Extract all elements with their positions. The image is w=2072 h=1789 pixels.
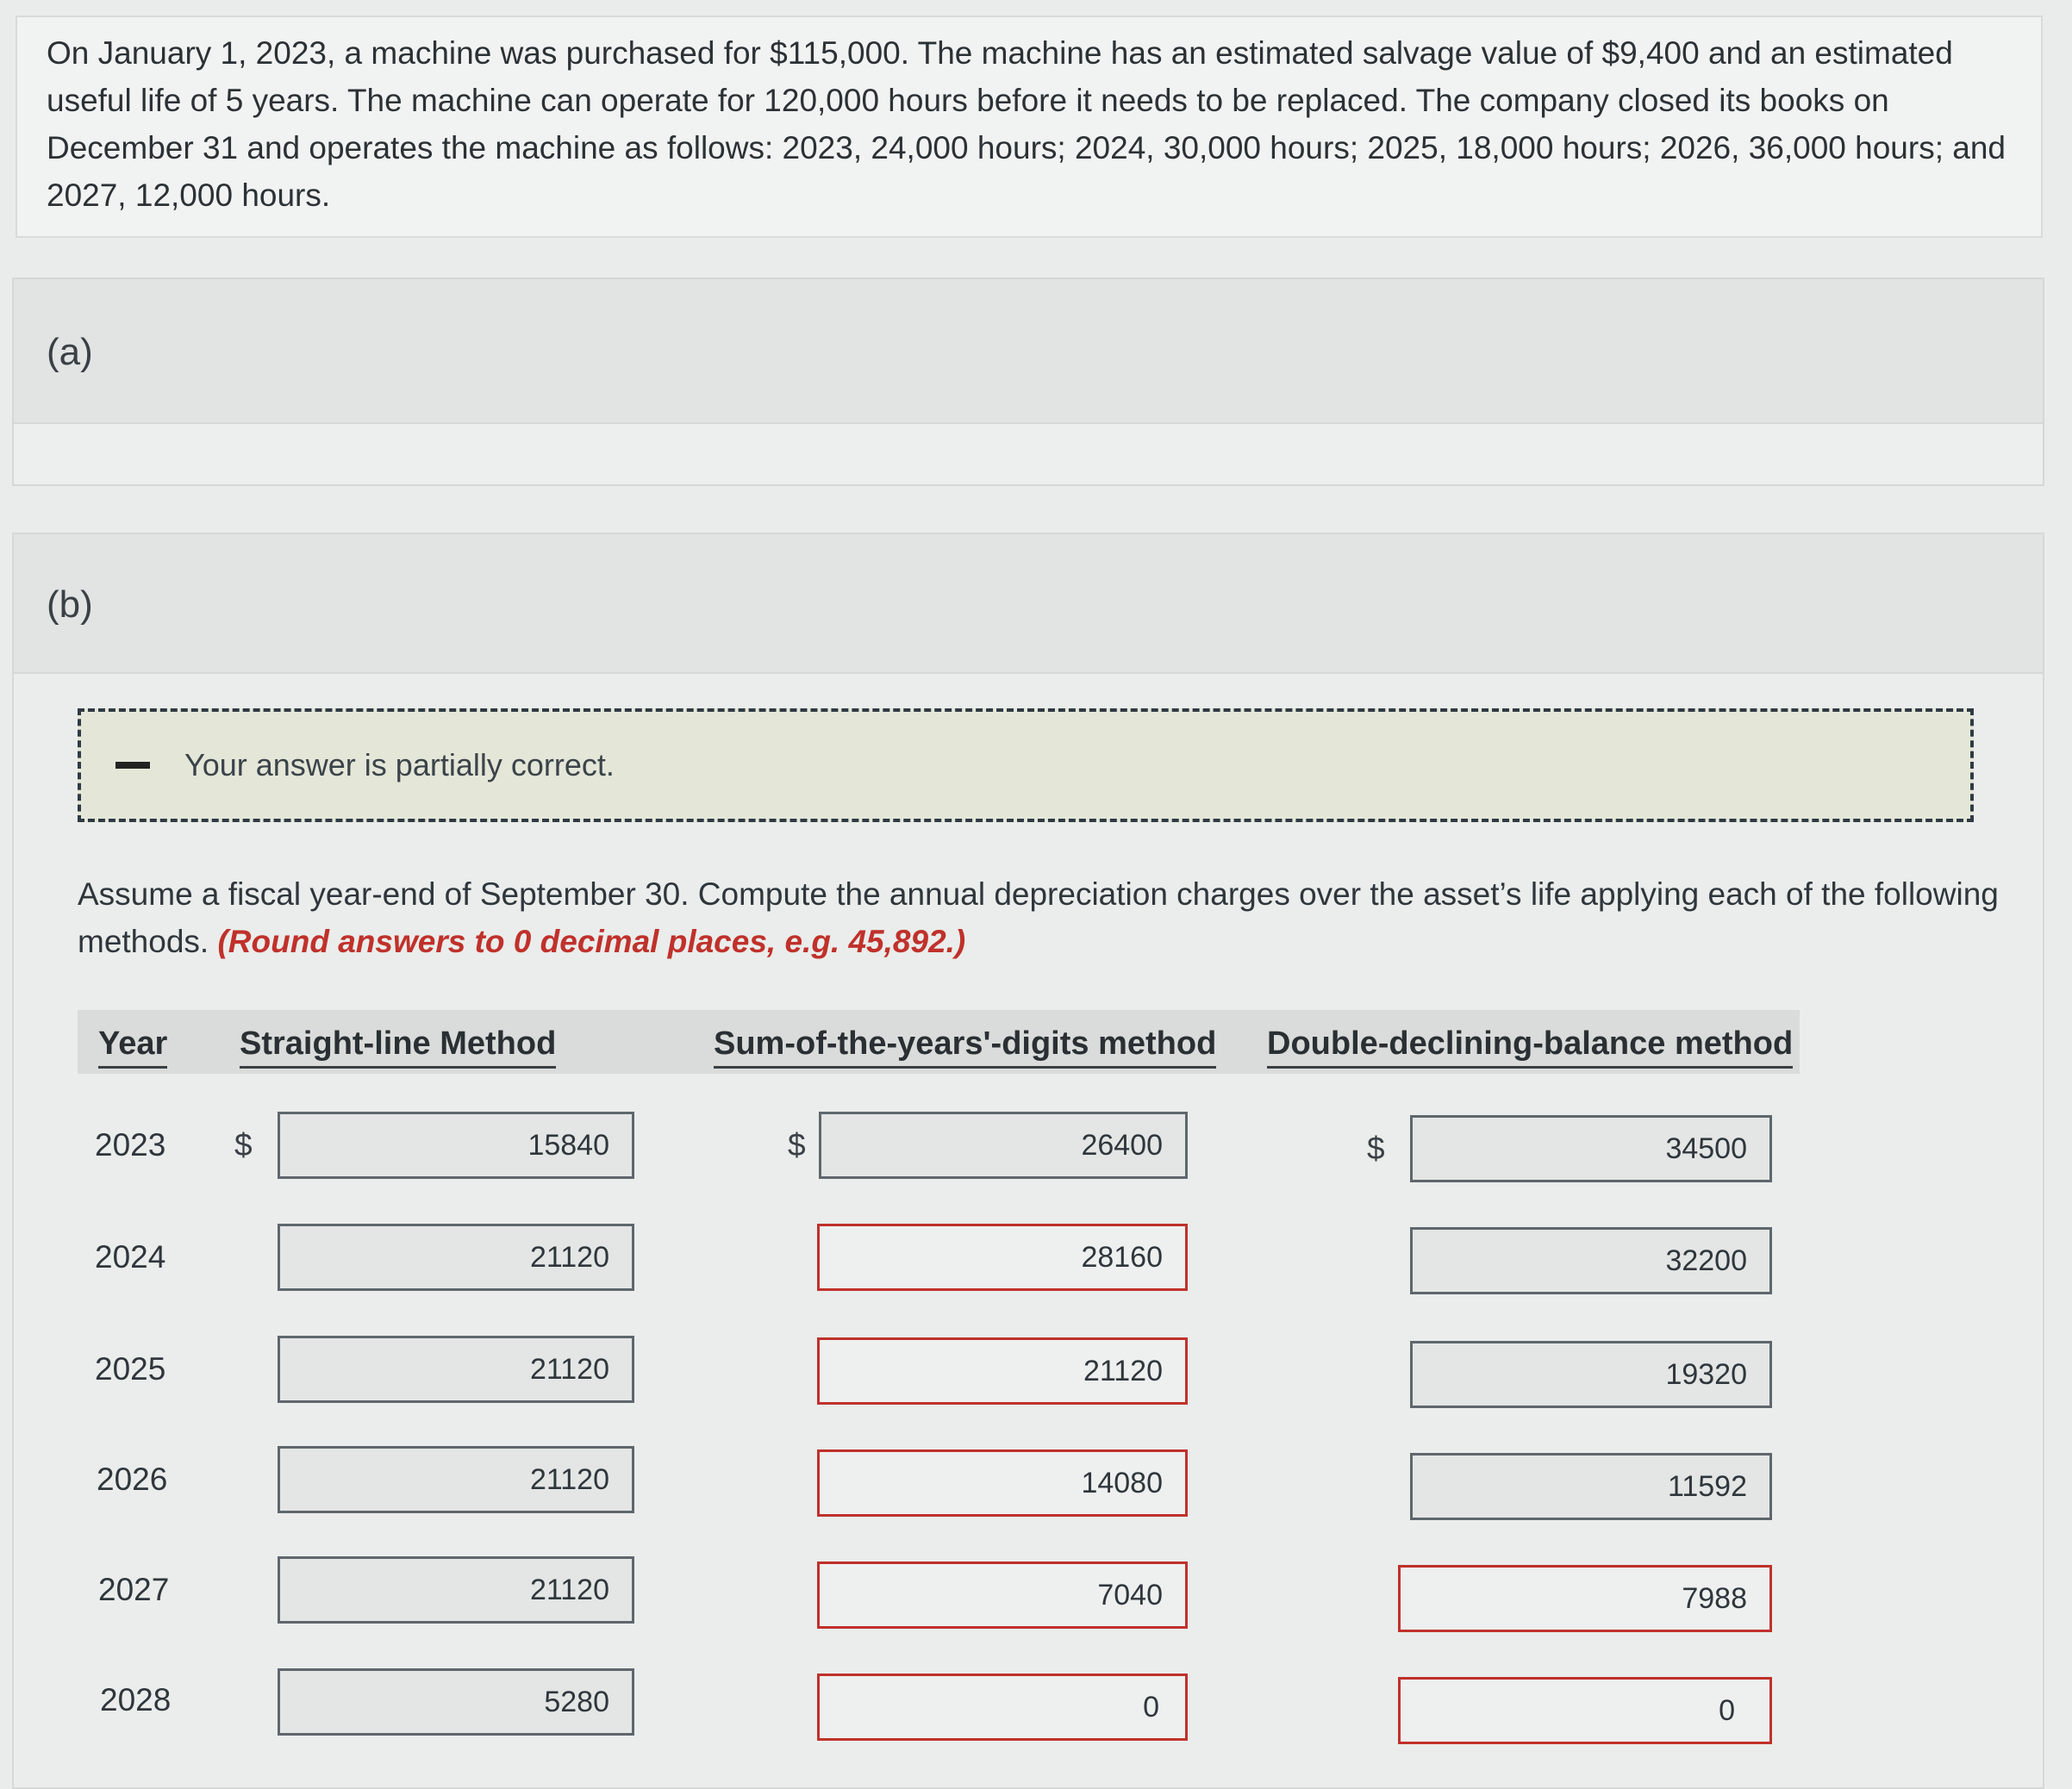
rounding-note: (Round answers to 0 decimal places, e.g. 45,892.) <box>217 924 966 959</box>
feedback-message: Your answer is partially correct. <box>184 747 615 782</box>
problem-statement <box>16 16 2043 238</box>
year-label: 2023 <box>95 1127 166 1163</box>
syd-2027-input[interactable]: 7040 <box>817 1561 1188 1629</box>
table-header <box>78 1010 1800 1074</box>
section-a-header[interactable] <box>12 277 2044 424</box>
instructions <box>78 870 2000 965</box>
syd-2024-input[interactable]: 28160 <box>817 1224 1188 1291</box>
straight-line-2028-input[interactable]: 5280 <box>278 1668 634 1736</box>
section-b-header[interactable] <box>12 533 2044 674</box>
syd-2025-input[interactable]: 21120 <box>817 1337 1188 1405</box>
partial-correct-icon <box>115 762 150 769</box>
year-label: 2026 <box>97 1462 168 1497</box>
header-ddb: Double-declining-balance method <box>1267 1025 1793 1069</box>
currency-symbol: $ <box>234 1127 253 1163</box>
section-b-label: (b) <box>47 583 93 626</box>
ddb-2025-input[interactable]: 19320 <box>1410 1341 1772 1408</box>
ddb-2023-input[interactable]: 34500 <box>1410 1115 1772 1182</box>
currency-symbol: $ <box>1367 1131 1385 1166</box>
ddb-2028-input[interactable]: 0 <box>1398 1677 1772 1744</box>
straight-line-2026-input[interactable]: 21120 <box>278 1446 634 1513</box>
year-label: 2028 <box>100 1682 172 1717</box>
straight-line-2025-input[interactable]: 21120 <box>278 1336 634 1403</box>
instructions-text: Assume a fiscal year-end of September 30. Compute the annual depreciation charges over the asset’s life applying each of the following methods. <box>78 876 1999 959</box>
feedback-banner <box>78 708 1974 822</box>
problem-text: On January 1, 2023, a machine was purchased for $115,000. The machine has an estimated salvage value of $9,400 and an estimated useful life of 5 years. The machine can operate for 120,000 hours before it needs to be replaced. The company closed its books on December 31 and operates the machine as follows: 2023, 24,000 hours; 2024, 30,000 hours; 2025, 18,000 hours; 2026, 36,000 hours; and 2027, 12,000 hours. <box>47 35 2006 213</box>
ddb-2024-input[interactable]: 32200 <box>1410 1227 1772 1294</box>
ddb-2027-input[interactable]: 7988 <box>1398 1565 1772 1632</box>
year-label: 2024 <box>95 1239 166 1275</box>
year-label: 2025 <box>95 1351 166 1387</box>
section-a-label: (a) <box>47 331 93 373</box>
section-a-body <box>12 424 2044 486</box>
straight-line-2023-input[interactable]: 15840 <box>278 1112 634 1179</box>
header-straight-line: Straight-line Method <box>240 1025 556 1069</box>
currency-symbol: $ <box>788 1127 806 1163</box>
straight-line-2024-input[interactable]: 21120 <box>278 1224 634 1291</box>
header-syd: Sum-of-the-years'-digits method <box>714 1025 1216 1069</box>
syd-2026-input[interactable]: 14080 <box>817 1449 1188 1517</box>
header-year: Year <box>98 1025 167 1069</box>
syd-2028-input[interactable]: 0 <box>817 1674 1188 1741</box>
ddb-2026-input[interactable]: 11592 <box>1410 1453 1772 1520</box>
straight-line-2027-input[interactable]: 21120 <box>278 1556 634 1624</box>
year-label: 2027 <box>98 1572 170 1607</box>
syd-2023-input[interactable]: 26400 <box>819 1112 1188 1179</box>
